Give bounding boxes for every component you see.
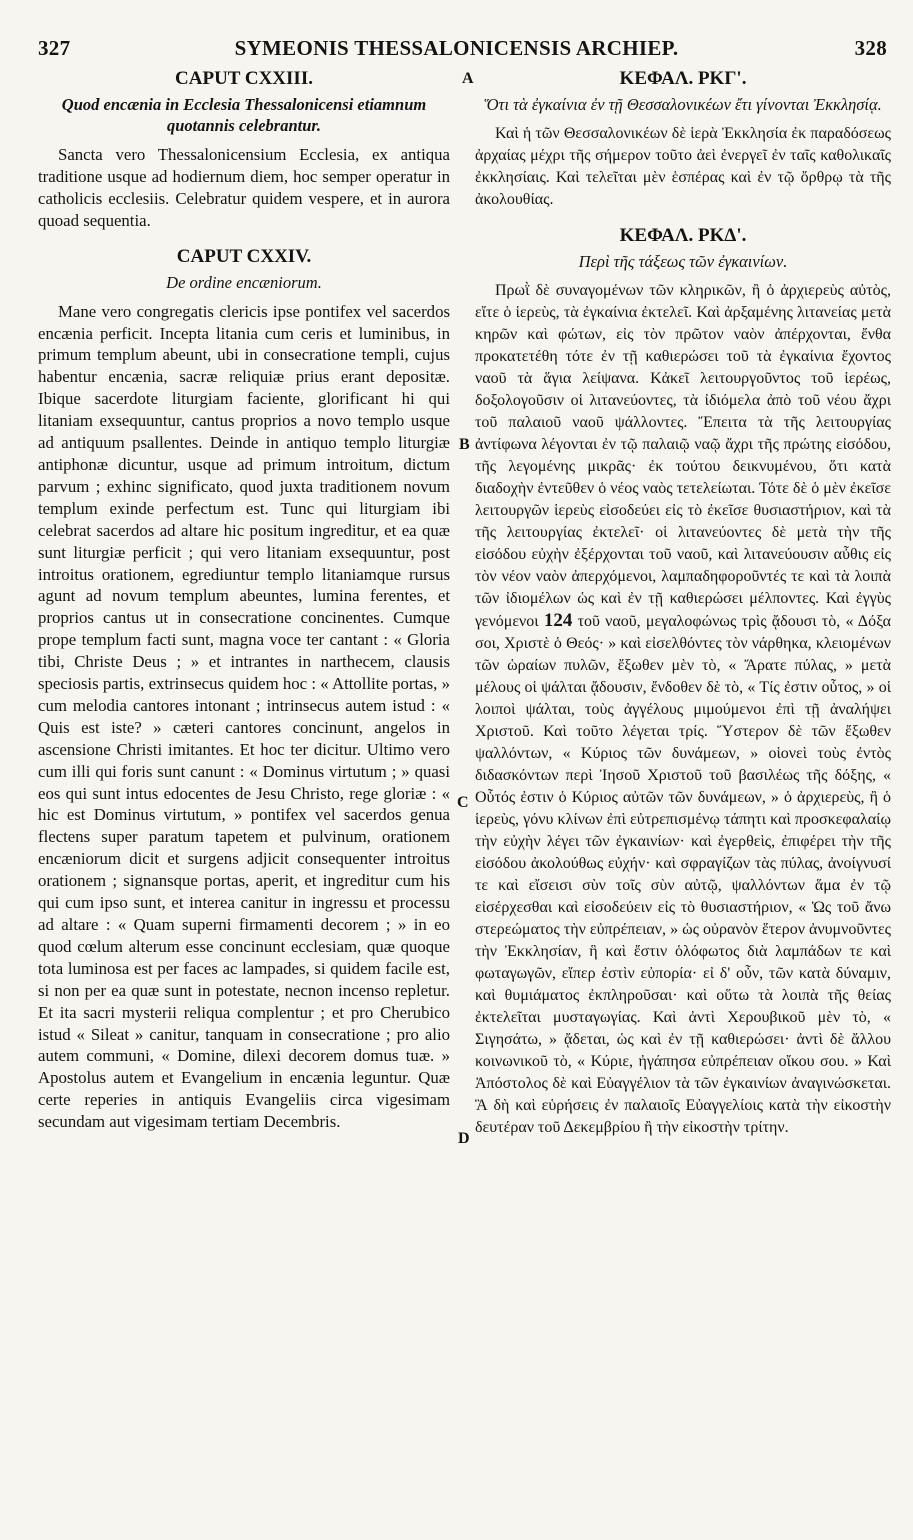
column-number: 124 [543,610,573,631]
running-title: SYMEONIS THESSALONICENSIS ARCHIEP. [234,36,679,60]
left-page-number: 327 [38,36,71,60]
greek-text-part-a: Πρωῒ δὲ συναγομένων τῶν κληρικῶν, ἢ ὁ ἀρχιερεὺς αὐτὸς, εἴτε ὁ ἱερεὺς, τὰ ἐγκαίνια ἐκτελεῖ. Καὶ ἀρξαμένης λιτανείας μετὰ κηρῶν καὶ φώτων, εἰς τὸν πρῶτον ναὸν ἀπέρχονται, ἔνθα προκατετέθη τότε ἐν τῇ καθιερώσει τοῦ τὰ ἐγκαίνια ἔχοντος ναοῦ τὰ ἅγια λείψανα. Κἀκεῖ λειτουργοῦντος τοῦ ἱερέως, δοξολογοῦσιν οἱ λιτανεύοντες, τὰ ἰδιόμελα ἀπὸ τοῦ νέου ἄχρι τοῦ παλαιοῦ ναοῦ ψάλλοντες. Ἔπειτα τὰ τῆς λειτουργίας ἀντίφωνα λέγονται ἐν τῷ παλαιῷ ναῷ ἄχρι τῆς πρώτης εἰσόδου, τῆς λεγομένης μικρᾶς· ἐκ τούτου δεικνυμένου, ὅτι κατὰ διαδοχὴν ἐντεῦθεν ὁ νέος ναὸς τετελείωται. Τότε δὲ ὁ μὲν ἐκεῖσε λειτουργῶν ἱερεὺς εἰσοδεύει εἰς τὸ ἐκεῖσε θυσιαστήριον, καὶ τὰ τῆς λειτουργίας ἐκτελεῖ· οἱ λιτανεύοντες δὲ μετὰ τὴν τῆς εἰσόδου εὐχὴν ἐξέρχονται τοῦ ναοῦ, καὶ λιτανεύουσιν αὖθις εἰς τὸν νέον ναὸν ἀπερχόμενοι, λαμπαδηφοροῦντές τε καὶ τὰ λοιπὰ τῶν ἰδιομέλων ὡς καὶ ἐν τῇ καθιερώσει μέλποντες. Καὶ ἐγγὺς γενόμενοι [475,282,891,630]
latin-chapter-123-title: CAPUT CXXIII. [175,68,313,89]
margin-letter-b: B [459,436,470,453]
greek-chapter-123-text: Καὶ ἡ τῶν Θεσσαλονικέων δὲ ἱερὰ Ἐκκλησία ἐκ παραδόσεως ἀρχαίας μέχρι τῆς σήμερον τοῦτο ἀεὶ ἐνεργεῖ ἐν ταῖς καθολικαῖς ἐκκλησίαις. Καὶ τελεῖται μὲν ἑσπέρας καὶ ἐν τῷ ὄρθρῳ τὰ τῆς ἀκολουθίας. [475,125,891,208]
greek-chapter-123-subtitle: Ὅτι τὰ ἐγκαίνια ἐν τῇ Θεσσαλονικέων ἔτι γίνονται Ἐκκλησίᾳ. [484,95,882,114]
latin-chapter-124-subtitle: De ordine encæniorum. [166,272,322,292]
chapter-gap [475,211,891,225]
latin-chapter-123-subtitle: Quod encænia in Ecclesia Thessalonicensi etiamnum quotannis celebrantur. [61,95,427,135]
latin-chapter-123-text: Sancta vero Thessalonicensium Ecclesia, ex antiqua traditione usque ad hodiernum diem, hoc semper operatur in catholicis ecclesiis. Celebratur quidem vespere, et in aurora quoad sequentia. [38,145,450,230]
greek-chapter-123-title: ΚΕΦΑΛ. ΡΚΓ'. [619,68,747,89]
greek-column [475,68,891,1139]
margin-letter-d: D [458,1130,470,1147]
latin-chapter-124-text: Mane vero congregatis clericis ipse pontifex vel sacerdos encænia perficit. Incepta litania cum ceris et luminibus, in primum templum abeunt, ubi in consecratione templi, cujus habentur encænia, sacræ reliquiæ prius erant depositæ. Ibique sacerdote liturgiam faciente, glorificant hi qui litaniam exsequuntur, cantus proprios a novo templo usque ad antiquum psallentes. Deinde in antiquo templo liturgiæ antiphonæ dicuntur, usque ad primum introitum, dictum parvum ; exhinc significato, quod juxta traditionem novum templum exinde perfectum est. Tunc qui liturgiam ibi celebrat sacerdos ad altare hic positum ingreditur, et ea quæ sunt liturgiæ perficit ; qui vero litaniam exsequuntur, post introitus orationem, egrediuntur templo litaniamque rursus agunt ad novum templum abeuntes, lumina ferentes, et proprios cantus ut in consecratione concinentes. Cumque prope templum facti sunt, magna voce ter cantant : « Gloria tibi, Christe Deus ; » et intrantes in narthecem, clausis speciosis partis, extrinsecus quidem hoc : « Attollite portas, » cum melodia cantores intonant ; intrinsecus autem istud : « Quis est iste? » cæteri cantores concinunt, angelos in ascensione Christi imitantes. Et hoc ter dicitur. Ultimo vero cum illi qui foris sunt canunt : « Dominus virtutum ; » quasi eos qui sunt intus edocentes de Jesu Christo, rege gloriæ : « hic est Dominus virtutum, » pontifex vel sacerdos genua flectens super paratum tapetem et pulvinum, orationem encæniorum dicit et surgens adjicit consequenter introitus orationem ; signansque portas, aperit, et ingreditur cum his qui cum ipso sunt, et interea canitur in ingressu et processu ad altare : « Quam superni firmamenti decorem ; » in eo quod cœlum alterum esse concinunt ecclesiam, quæ quoque tota luminosa est per faces ac lampades, si quidem facile est, si non per ea quæ sunt in potestate, necnon incenso repletur. Et ita sacri mysterii reliqua complentur ; et pro Cherubico istud « Sileat » canitur, tanquam in consecratione ; pro alio autem communi, « Domine, dilexi decorem domus tuæ. » Apostolus autem et Evangelium in encænia leguntur. Quæ certe reperies in antiquis Evangeliis circa vigesimam secundam aut vigesimam tertiam Decembris. [38,301,450,1132]
margin-letter-c: C [457,794,469,811]
greek-chapter-124-title: ΚΕΦΑΛ. ΡΚΔ'. [619,225,747,246]
margin-letter-a: A [462,70,474,87]
right-page-number: 328 [854,36,887,60]
greek-text-part-b: τοῦ ναοῦ, μεγαλοφώνως τρὶς ᾄδουσι τὸ, « Δόξα σοι, Χριστὲ ὁ Θεός· » καὶ εἰσελθόντες τὸν νάρθηκα, κλειομένων τῶν ὡραίων πυλῶν, ἔξωθεν μὲν τὸ, « Ἄρατε πύλας, » μετὰ μέλους οἱ ψάλται ᾄδουσιν, ἔνδοθεν δὲ τὸ, « Τίς ἐστιν οὗτος, » οἱ λοιποὶ ψάλται, τοὺς ἀγγέλους μιμούμενοι ἐπὶ τῇ ἀναλήψει Χριστοῦ. Καὶ τοῦτο λέγεται τρίς. Ὕστερον δὲ τῶν ἔξωθεν ψαλλόντων, « Κύριος τῶν δυνάμεων, » οἱονεὶ τοὺς ἐντὸς διδασκόντων περὶ Ἰησοῦ Χριστοῦ τοῦ βασιλέως τῆς δόξης, « Οὗτός ἐστιν ὁ Κύριος αὐτῶν τῶν δυνάμεων, » ὁ ἀρχιερεὺς, ἢ ὁ ἱερεὺς, γόνυ κλίνων ἐπὶ εὐτρεπισμένῳ τάπητι καὶ προσκεφαλαίῳ τὴν εὐχὴν λέγει τῶν ἐγκαινίων· καὶ ἐγερθεὶς, ἐπιφέρει τὴν τῆς εἰσόδου ἀκολούθως εὐχήν· καὶ σφραγίζων τὰς πύλας, ἀνοίγνυσί τε καὶ εἴσεισι σὺν τοῖς σὺν αὐτῷ, ψαλλόντων ἅμα ἐν τῷ εἰσέρχεσθαι καὶ εἰσοδεύειν εἰς τὸ θυσιαστήριον, « Ὡς τοῦ ἄνω στερεώματος τὴν εὐπρέπειαν, » ὡς οὐρανὸν ἕτερον ἀνυμνοῦντες τὴν Ἐκκλησίαν, ἣ καὶ ἔστιν ὁλόφωτος διὰ λαμπάδων τε καὶ φωταγωγῶν, εἴπερ ἐστὶν εὐπορία· εἰ δ' οὖν, τῶν κατὰ δύναμιν, καὶ θυμιάματος ἐκπληροῦσαι· καὶ οὕτω τὰ λοιπὰ τῆς θείας ἐκτελεῖται μυσταγωγίας. Καὶ ἀντὶ Χερουβικοῦ μὲν τὸ, « Σιγησάτω, » ᾄδεται, ὡς καὶ ἐν τῇ καθιερώσει· ἀντὶ δὲ ἄλλου κοινωνικοῦ τὸ, « Κύριε, ἠγάπησα εὐπρέπειαν οἴκου σου. » Καὶ Ἀπόστολος δὲ καὶ Εὐαγγέλιον τὰ τῶν ἐγκαινίων ἀναγινώσκεται. Ἃ δὴ καὶ εὑρήσεις ἐν παλαιοῖς Εὐαγγελίοις κατὰ τὴν εἰκοστὴν δευτέραν τοῦ Δεκεμβρίου ἢ τὴν εἰκοστὴν τρίτην. [475,613,892,1136]
latin-chapter-124-title: CAPUT CXXIV. [176,245,312,267]
latin-column [38,68,450,1133]
chapter-gap [38,232,450,246]
greek-chapter-124-subtitle: Περὶ τῆς τάξεως τῶν ἐγκαινίων. [578,252,788,271]
greek-chapter-124-text [475,280,891,1139]
